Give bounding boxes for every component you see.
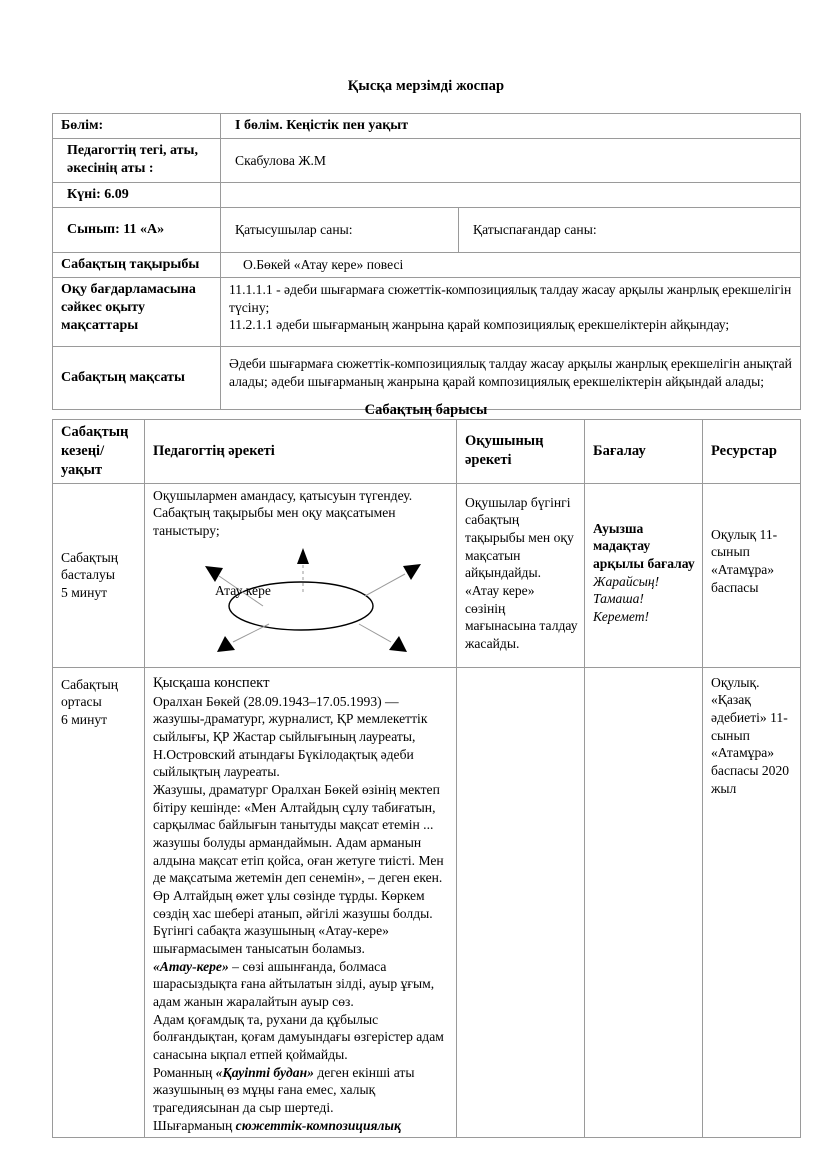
teacher-activity-cell-middle: Қысқаша конспект Оралхан Бөкей (28.09.1943–17.05.1993) — жазушы-драматург, журналист, ҚР мемлекеттік сыйлығы, ҚР Жастар сыйлығының лауреаты, Н.Островский атындағы Бүкілодақтық әдеби сыйлықтың лауреаты. Жазушы, драматург Оралхан Бөкей өзінің мектеп бітіру кешінде: «Мен Алтайдың сұлу табиғатын, сарқылмас байлығын танытуды мақсат етемін ... жазушы болуды армандаймын. Адам арманын алдына мақсат етіп қойса, оған жетуге тиісті. Мен де мақсатыма жетемін деп сенемін», – деген екен. Өр Алтайдың өжет ұлы сөзінде тұрды. Көркем сөздің хас шебері атанып, әйгілі жазушы болды. Бүгінгі сабақта жазушының «Атау-кере» шығармасымен танысатын боламыз. «Атау-кере» – сөзі ашынғанда, болмаса шарасыздықта ғана айтылатын зілді, ауыр ұғым, адам жанын жаралайтын ауыр сөз. Адам қоғамдық та, рухани да құбылыс болғандықтан, қоғам дамуындағы өзгерістер адам санасына ықпал етпей қоймайды. Романның «Қауіпті будан» деген екінші аты жазушының өз мұңы ғана емес, халық трагедиясынан да сыр шертеді. Шығарманың сюжеттік-композициялық — [145, 667, 457, 1138]
cluster-arrow-head-up-right — [403, 564, 421, 580]
cluster-arrow-head-up — [297, 548, 309, 564]
info-label-teacher: Педагогтің тегі, аты, әкесінің аты : — [53, 139, 221, 182]
page-title: Қысқа мерзімді жоспар — [347, 78, 505, 94]
info-value-present: Қатысушылар саны: — [221, 207, 459, 252]
table-row — [53, 667, 801, 1138]
column-header-teacher: Педагогтің әрекеті — [145, 420, 457, 484]
cluster-arrow-head-up-left — [205, 566, 223, 582]
stage-cell-start: Сабақтың басталуы 5 минут — [53, 483, 145, 667]
table-row — [53, 139, 801, 182]
notes-text: Жазушы, драматург Оралхан Бөкей өзінің мектеп бітіру кешінде: «Мен Алтайдың сұлу табиғатын, сарқылмас байлығын танытуды мақсат етемін ... жазушы болуды армандаймын. Адам арманын алдына мақсат етіп қойса, оған жетуге тиісті. Мен де мақсатыма жетемін деп сенемін», – деген екен. Өр Алтайдың өжет ұлы сөзінде тұрды. Көркем сөздің хас шебері атанып, әйгілі жазушы болды. Бүгінгі сабақта жазушының «Атау-кере» шығармасымен танысатын боламыз. — [153, 781, 444, 956]
column-header-resources: Ресурстар — [703, 420, 801, 484]
notes-text: Шығарманың — [153, 1117, 236, 1133]
info-value-section: І бөлім. Кеңістік пен уақыт — [221, 114, 801, 139]
cluster-diagram-svg — [153, 544, 453, 662]
notes-body — [153, 693, 450, 1135]
table-row — [53, 207, 801, 252]
student-activity-cell-start: Оқушылар бүгінгі сабақтың тақырыбы мен оқу мақсатын айқындайды. «Атау кере» сөзінің мағынасына талдау жасайды. — [457, 483, 585, 667]
section-title: Сабақтың барысы — [364, 402, 488, 418]
teacher-activity-cell-start: Оқушылармен амандасу, қатысуын түгендеу. Сабақтың тақырыбы мен оқу мақсатымен таныстыру; Атау кере — [145, 483, 457, 667]
cluster-arrow-line-down-left — [233, 624, 269, 642]
assessment-cell-start: Ауызша мадақтау арқылы бағалау Жарайсың! Тамаша! Керемет! — [585, 483, 703, 667]
info-value-teacher: Скабулова Ж.М — [221, 139, 801, 182]
table-row — [53, 277, 801, 346]
notes-paragraph — [153, 1117, 450, 1135]
notes-text: деген екінші аты жазушының өз мұңы ғана емес, халық трагедиясынан да сыр шертеді. — [153, 1064, 415, 1115]
cluster-arrow-line-up-right — [365, 574, 405, 596]
info-value-topic: О.Бөкей «Атау кере» повесі — [221, 252, 801, 277]
notes-emphasis: «Атау-кере» — [153, 958, 229, 974]
stage-cell-middle: Сабақтың ортасы 6 минут — [53, 667, 145, 1138]
table-row — [53, 252, 801, 277]
info-value-date — [221, 182, 801, 207]
table-row — [53, 346, 801, 409]
cluster-arrow-head-down-left — [217, 636, 235, 652]
notes-paragraph — [153, 693, 450, 781]
table-row — [53, 182, 801, 207]
info-label-goal: Сабақтың мақсаты — [53, 346, 221, 409]
info-value-objectives: 11.1.1.1 - әдеби шығармаға сюжеттік-композициялық талдау жасау арқылы жанрлық ерекшелігін түсіну; 11.2.1.1 әдеби шығарманың жанрына қарай композициялық ерекшеліктерін айқындау; — [221, 277, 801, 346]
column-header-student: Оқушының әрекеті — [457, 420, 585, 484]
info-value-goal: Әдеби шығармаға сюжеттік-композициялық талдау жасау арқылы жанрлық ерекшелігін анықтай алады; әдеби шығарманың жанрына қарай композициялық ерекшеліктерін айқындай алады; — [221, 346, 801, 409]
cluster-arrow-line-down-right — [359, 624, 391, 642]
table-header-row — [53, 420, 801, 484]
info-label-date: Күні: 6.09 — [53, 182, 221, 207]
notes-text: Романның — [153, 1064, 216, 1080]
notes-paragraph — [153, 1011, 450, 1064]
info-label-objectives: Оқу бағдарламасына сәйкес оқыту мақсаттары — [53, 277, 221, 346]
notes-paragraph — [153, 958, 450, 1011]
info-label-class: Сынып: 11 «А» — [53, 207, 221, 252]
notes-emphasis: сюжеттік-композициялық — [235, 1117, 401, 1133]
lesson-flow-table — [52, 419, 801, 1138]
info-label-topic: Сабақтың тақырыбы — [53, 252, 221, 277]
notes-text: Адам қоғамдық та, рухани да құбылыс болғандықтан, қоғам дамуындағы өзгерістер адам санасына ықпал етпей қоймайды. — [153, 1011, 444, 1062]
resources-cell-start: Оқулық 11-сынып «Атамұра» баспасы — [703, 483, 801, 667]
student-activity-cell-middle — [457, 667, 585, 1138]
resources-cell-middle: Оқулық. «Қазақ әдебиеті» 11-сынып «Атамұра» баспасы 2020 жыл — [703, 667, 801, 1138]
info-label-section: Бөлім: — [53, 114, 221, 139]
column-header-assessment: Бағалау — [585, 420, 703, 484]
notes-paragraph — [153, 1064, 450, 1117]
table-row — [53, 483, 801, 667]
notes-paragraph — [153, 781, 450, 958]
cluster-diagram — [153, 544, 453, 662]
cluster-center-label: Атау кере — [215, 582, 271, 598]
lesson-info-table — [52, 113, 801, 410]
notes-text: – сөзі ашынғанда, болмаса шарасыздықта ғана айтылатын зілді, ауыр ұғым, адам жанын жаралайтын ауыр сөз. — [153, 958, 435, 1009]
table-row — [53, 114, 801, 139]
assessment-cell-middle — [585, 667, 703, 1138]
notes-emphasis: «Қауіпті будан» — [215, 1064, 314, 1080]
cluster-arrow-head-down-right — [389, 636, 407, 652]
info-value-absent: Қатыспағандар саны: — [459, 207, 801, 252]
column-header-stage: Сабақтың кезеңі/ уақыт — [53, 420, 145, 484]
notes-text: Оралхан Бөкей (28.09.1943–17.05.1993) — жазушы-драматург, журналист, ҚР мемлекеттік сыйлығы, ҚР Жастар сыйлығының лауреаты, Н.Островский атындағы Бүкілодақтық әдеби сыйлықтың лауреаты. — [153, 693, 428, 780]
